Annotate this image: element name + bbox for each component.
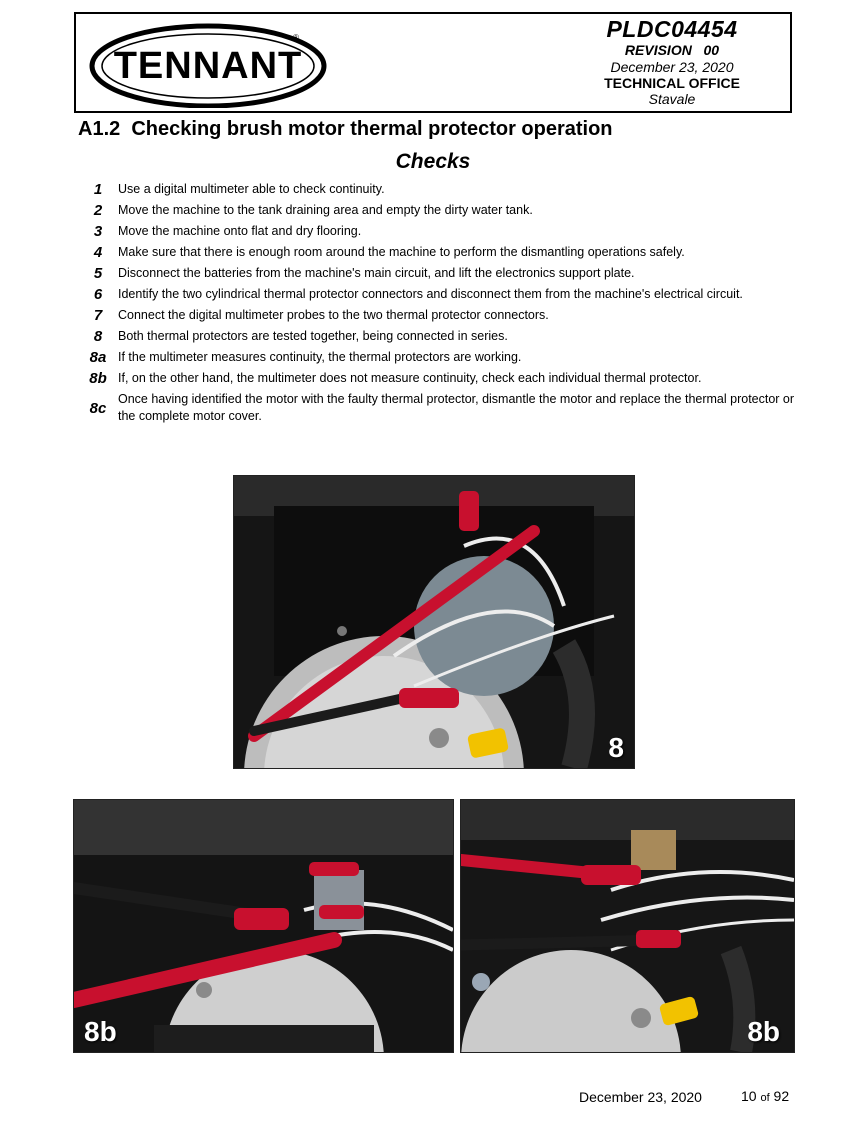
photo-step-8b-right bbox=[460, 799, 795, 1053]
step-text: If, on the other hand, the multimeter does not measure continuity, check each individual thermal protector. bbox=[118, 371, 702, 385]
step-text: Identify the two cylindrical thermal protector connectors and disconnect them from the machine's electrical circuit. bbox=[118, 287, 743, 301]
office: TECHNICAL OFFICE bbox=[604, 74, 740, 91]
step-number: 3 bbox=[93, 223, 103, 240]
step-text: Disconnect the batteries from the machine's main circuit, and lift the electronics support plate. bbox=[118, 266, 635, 280]
svg-text:®: ® bbox=[293, 33, 299, 42]
step-item bbox=[78, 286, 798, 303]
footer-date: December 23, 2020 bbox=[579, 1089, 702, 1105]
step-text: Use a digital multimeter able to check continuity. bbox=[118, 182, 385, 196]
step-text: Make sure that there is enough room around the machine to perform the dismantling operations safely. bbox=[118, 245, 685, 259]
document-header bbox=[74, 12, 792, 113]
step-item bbox=[78, 244, 798, 261]
site: Stavale bbox=[648, 90, 696, 107]
step-number: 1 bbox=[93, 181, 103, 198]
photo-label: 8b bbox=[84, 1016, 117, 1047]
section-title: A1.2 Checking brush motor thermal protector operation bbox=[78, 118, 613, 140]
step-text: If the multimeter measures continuity, the thermal protectors are working. bbox=[118, 350, 522, 364]
step-text: Connect the digital multimeter probes to the two thermal protector connectors. bbox=[118, 308, 549, 322]
step-item bbox=[78, 181, 798, 198]
step-number: 8 bbox=[93, 328, 103, 345]
photo-step-8 bbox=[233, 475, 635, 769]
step-item bbox=[78, 349, 798, 366]
tennant-logo bbox=[88, 20, 330, 108]
step-item bbox=[78, 370, 798, 387]
step-item bbox=[78, 223, 798, 240]
step-number: 7 bbox=[93, 307, 103, 324]
step-number: 5 bbox=[93, 265, 103, 282]
photo-step-8b-left bbox=[73, 799, 454, 1053]
step-text: Move the machine to the tank draining area and empty the dirty water tank. bbox=[118, 203, 533, 217]
photo-label: 8b bbox=[747, 1016, 780, 1047]
step-number: 2 bbox=[93, 202, 103, 219]
step-item bbox=[78, 202, 798, 219]
step-number: 4 bbox=[93, 244, 103, 261]
step-text: Both thermal protectors are tested together, being connected in series. bbox=[118, 329, 508, 343]
page-number bbox=[741, 1088, 789, 1104]
revision: REVISION 00 bbox=[624, 42, 720, 59]
brand-wordmark: TENNANT bbox=[113, 45, 303, 87]
step-number: 8a bbox=[89, 349, 107, 366]
checks-heading: Checks bbox=[395, 150, 471, 173]
step-item bbox=[78, 391, 798, 425]
document-code: PLDC04454 bbox=[606, 16, 738, 42]
page-total: 92 bbox=[773, 1088, 790, 1104]
step-number: 8b bbox=[89, 370, 107, 387]
document-meta bbox=[572, 16, 772, 107]
step-number: 8c bbox=[89, 399, 107, 417]
header-date: December 23, 2020 bbox=[610, 58, 734, 75]
step-item bbox=[78, 307, 798, 324]
step-text: Move the machine onto flat and dry flooring. bbox=[118, 224, 362, 238]
step-item bbox=[78, 328, 798, 345]
page-of: of bbox=[760, 1092, 770, 1104]
step-number: 6 bbox=[93, 286, 103, 303]
step-item bbox=[78, 265, 798, 282]
step-text: Once having identified the motor with the faulty thermal protector, dismantle the motor and replace the thermal protector or the complete motor cover. bbox=[118, 392, 795, 423]
page-current: 10 bbox=[741, 1088, 757, 1104]
photo-label: 8 bbox=[608, 732, 624, 763]
steps-list bbox=[78, 181, 798, 429]
